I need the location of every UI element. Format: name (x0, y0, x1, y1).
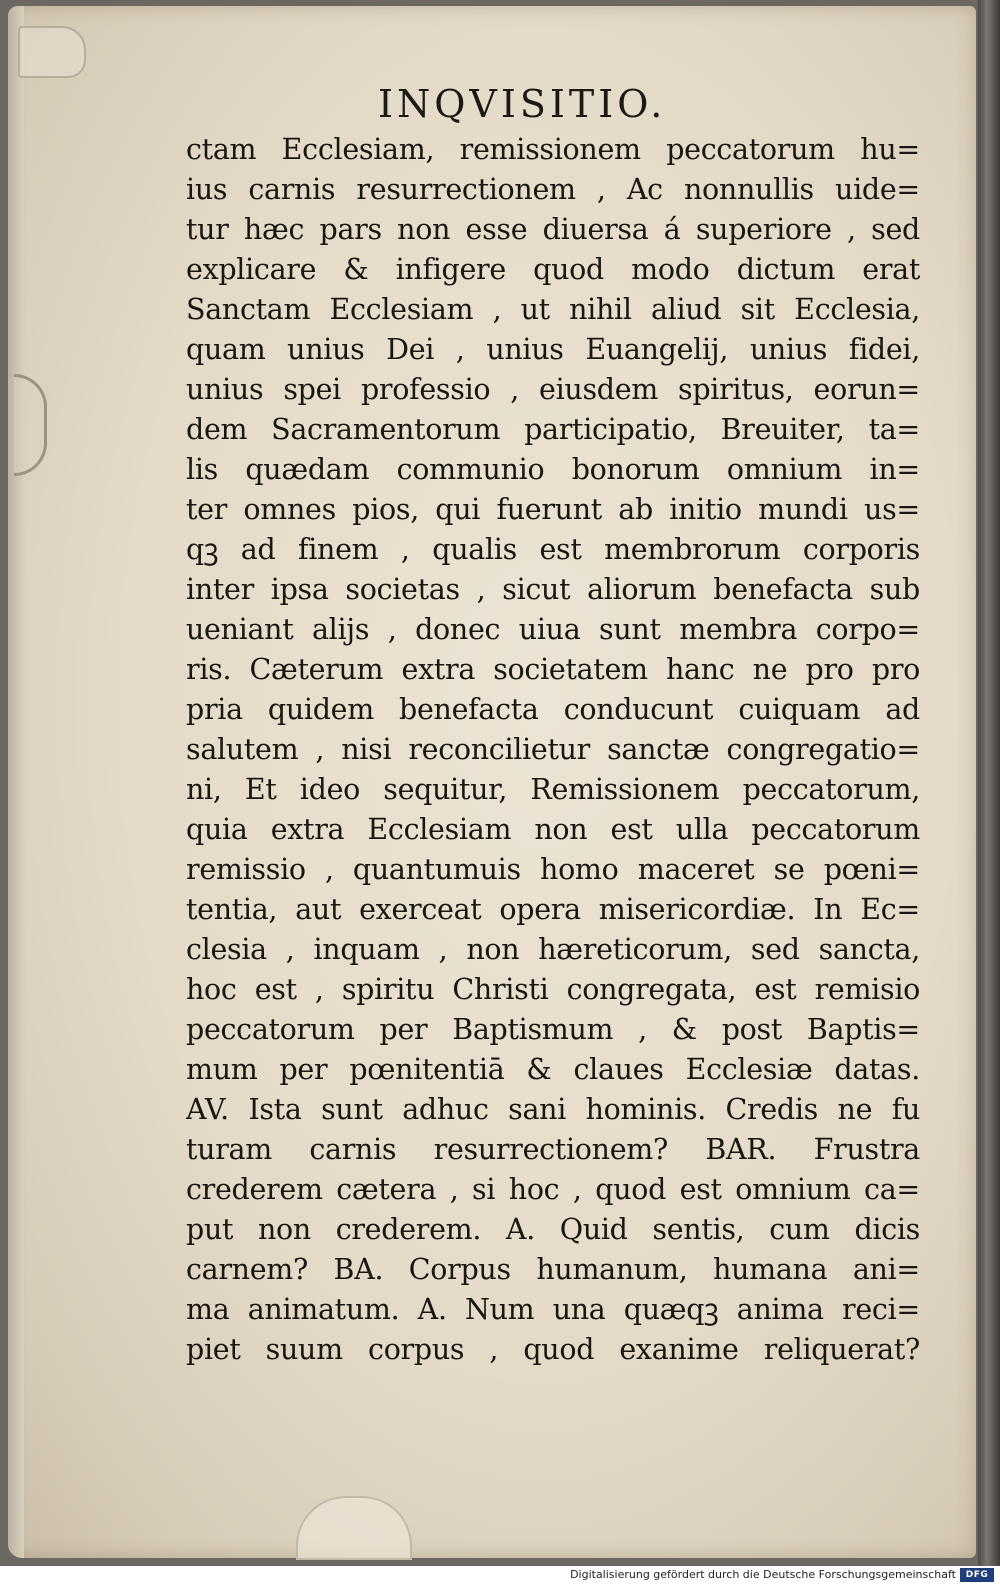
text-line: piet suum corpus , quod exanime reliquerat? (186, 1333, 920, 1366)
text-line: ris. Cæterum extra societatem hanc ne pro pro (186, 653, 920, 686)
text-line: ueniant alijs , donec uiua sunt membra corpo= (186, 613, 920, 646)
text-line: qꝫ ad finem , qualis est membrorum corporis (186, 533, 920, 566)
text-line: salutem , nisi reconcilietur sanctæ congregatio= (186, 733, 920, 766)
text-line: ter omnes pios, qui fuerunt ab initio mundi us= (186, 493, 920, 526)
running-head: INQVISITIO. (378, 82, 667, 126)
text-line: quam unius Dei , unius Euangelij, unius fidei, (186, 333, 920, 366)
text-line: ni, Et ideo sequitur, Remissionem peccatorum, (186, 773, 920, 806)
corner-tab-mark (18, 26, 86, 78)
page-gutter (8, 6, 24, 1558)
text-line: turam carnis resurrectionem? BAR. Frustra (186, 1133, 920, 1166)
text-line: put non crederem. A. Quid sentis, cum dicis (186, 1213, 920, 1246)
text-line: pria quidem benefacta conducunt cuiquam ad (186, 693, 920, 726)
text-line: crederem cætera , si hoc , quod est omnium ca= (186, 1173, 920, 1206)
text-line: carnem? BA. Corpus humanum, humana ani= (186, 1253, 920, 1286)
page-stack-edge (978, 0, 1000, 1566)
text-line: mum per pœnitentiā & claues Ecclesiæ datas. (186, 1053, 920, 1086)
text-line: lis quædam communio bonorum omnium in= (186, 453, 920, 486)
text-line: clesia , inquam , non hæreticorum, sed sancta, (186, 933, 920, 966)
text-line: tentia, aut exerceat opera misericordiæ. In Ec= (186, 893, 920, 926)
text-line: hoc est , spiritu Christi congregata, est remisio (186, 973, 920, 1006)
bottom-tab-mark (296, 1496, 412, 1560)
text-line: quia extra Ecclesiam non est ulla peccatorum (186, 813, 920, 846)
text-line: remissio , quantumuis homo maceret se pœni= (186, 853, 920, 886)
text-line: Sanctam Ecclesiam , ut nihil aliud sit Ecclesia, (186, 293, 920, 326)
text-line: ma animatum. A. Num una quæqꝫ anima reci= (186, 1293, 920, 1326)
text-line: AV. Ista sunt adhuc sani hominis. Credis ne fu (186, 1093, 920, 1126)
text-line: explicare & infigere quod modo dictum erat (186, 253, 920, 286)
text-line: inter ipsa societas , sicut aliorum benefacta sub (186, 573, 920, 606)
text-line: tur hæc pars non esse diuersa á superiore , sed (186, 213, 920, 246)
text-line: peccatorum per Baptismum , & post Baptis= (186, 1013, 920, 1046)
body-text (186, 130, 920, 1370)
clasp-mark (14, 374, 47, 476)
text-line: ius carnis resurrectionem , Ac nonnullis uide= (186, 173, 920, 206)
dfg-logo: DFG (960, 1568, 994, 1582)
funding-credit: Digitalisierung gefördert durch die Deutsche Forschungsgemeinschaft (570, 1568, 956, 1581)
footer-bar (0, 1566, 1000, 1584)
text-line: ctam Ecclesiam, remissionem peccatorum hu= (186, 133, 920, 166)
text-line: unius spei professio , eiusdem spiritus, eorun= (186, 373, 920, 406)
text-line: dem Sacramentorum participatio, Breuiter, ta= (186, 413, 920, 446)
